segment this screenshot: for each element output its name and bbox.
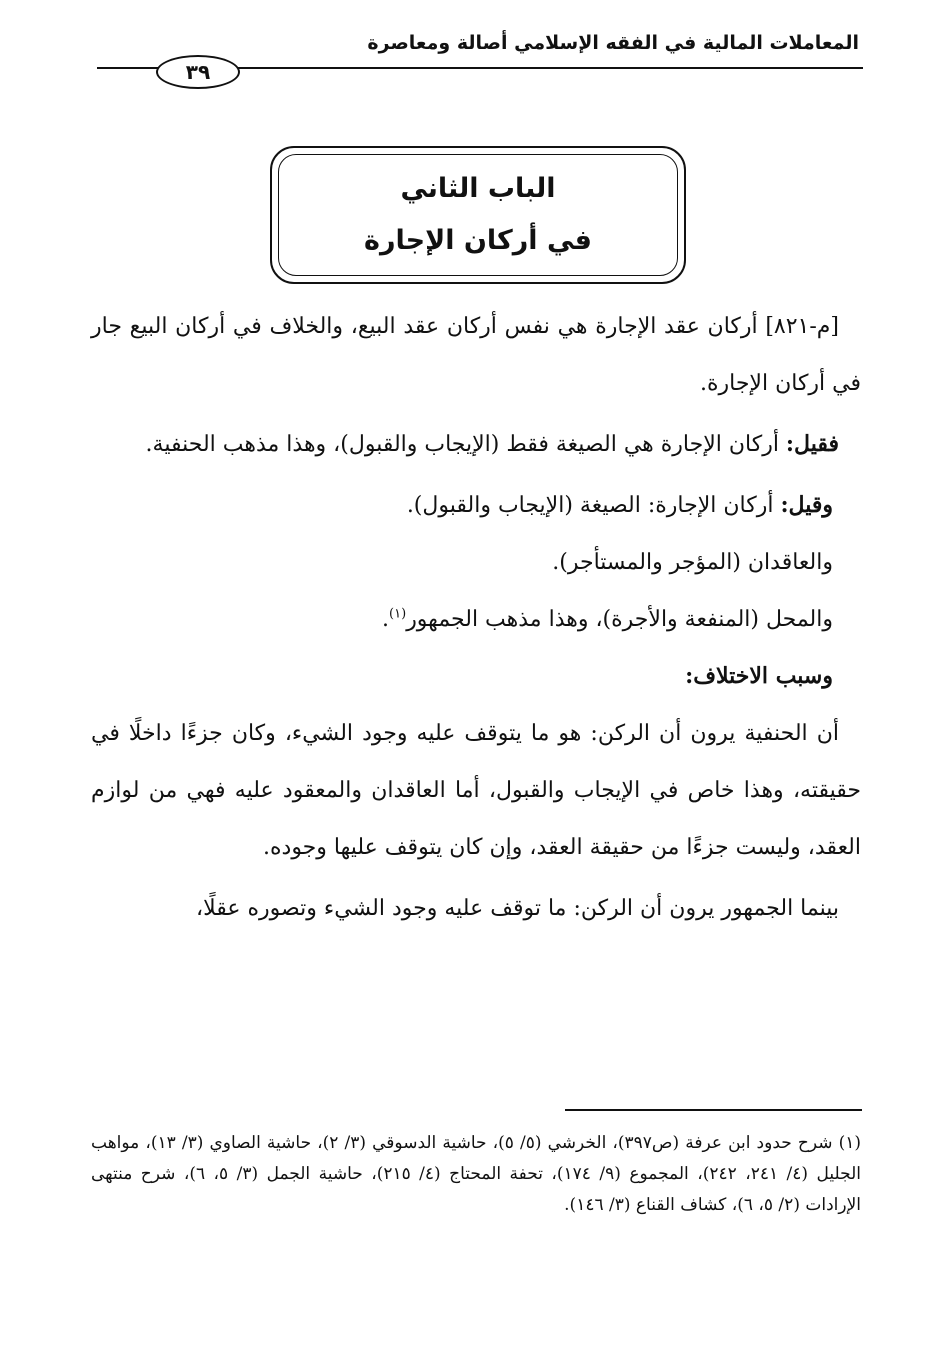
subject-matter-text: والمحل (المنفعة والأجرة)، وهذا مذهب الجمهور: [406, 607, 833, 632]
paragraph-hanafi-view: أن الحنفية يرون أن الركن: هو ما يتوقف عليه وجود الشيء، وكان جزءًا داخلًا في حقيقته، وهذا خاص في الإيجاب والقبول، أما العاقدان والمعقود عليه فهي من لوازم العقد، وليست جزءًا من حقيقة العقد، وإن كان يتوقف عليها وجوده.: [91, 721, 861, 860]
paragraph-intro: [م-٨٢١] أركان عقد الإجارة هي نفس أركان عقد البيع، والخلاف في أركان البيع جار في أركان الإجارة.: [91, 314, 861, 396]
footnote-1: (١) شرح حدود ابن عرفة (ص٣٩٧)، الخرشي (٥/ ٥)، حاشية الدسوقي (٣/ ٢)، حاشية الصاوي (٣/ ١٣)، مواهب الجليل (٤/ ٢٤١، ٢٤٢)، المجموع (٩/ ١٧٤)، تحفة المحتاج (٤/ ٢١٥)، حاشية الجمل (٣/ ٥، ٦)، شرح منتهى الإرادات (٢/ ٥، ٦)، كشاف القناع (٣/ ١٤٦).: [91, 1133, 861, 1215]
chapter-title-line-1: الباب الثاني: [400, 173, 556, 204]
chapter-title-frame: [278, 154, 678, 276]
running-header-title: المعاملات المالية في الفقه الإسلامي أصالة ومعاصرة: [367, 32, 859, 54]
second-opinion-text: أركان الإجارة: الصيغة (الإيجاب والقبول).: [406, 493, 781, 518]
first-opinion-lead: فقيل:: [785, 431, 839, 457]
second-opinion-lead: وقيل:: [780, 492, 833, 518]
subject-matter-end: .: [382, 607, 390, 632]
chapter-title-box: [270, 146, 686, 284]
page-number: ٣٩: [185, 60, 211, 84]
paragraph-second-opinion: [91, 477, 861, 534]
body-text: [91, 298, 861, 937]
footnote-divider: [565, 1109, 862, 1111]
first-opinion-text: أركان الإجارة هي الصيغة فقط (الإيجاب والقبول)، وهذا مذهب الحنفية.: [145, 432, 786, 457]
paragraph-majority-view: بينما الجمهور يرون أن الركن: ما توقف عليه وجود الشيء وتصوره عقلًا،: [196, 896, 839, 921]
footnotes: [91, 1128, 861, 1221]
page-number-badge: [156, 55, 240, 89]
chapter-title-line-2: في أركان الإجارة: [364, 225, 592, 256]
paragraph-subject-matter: [91, 591, 861, 648]
footnote-reference: (١): [389, 606, 407, 622]
section-heading-reason: وسبب الاختلاف:: [685, 663, 833, 689]
paragraph-first-opinion: [91, 416, 861, 473]
paragraph-contracting-parties: والعاقدان (المؤجر والمستأجر).: [552, 550, 833, 575]
